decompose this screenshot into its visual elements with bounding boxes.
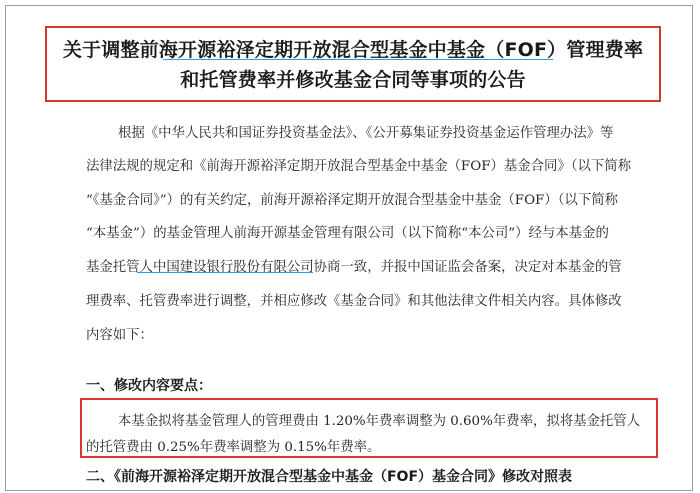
announcement-title-line-1: 关于调整前海开源裕泽定期开放混合型基金中基金（FOF）管理费率 (62, 39, 644, 61)
section-2-heading: 二、《前海开源裕泽定期开放混合型基金中基金（FOF）基金合同》修改对照表 (86, 469, 573, 485)
body-paragraph-line: 理费率、托管费率进行调整，并相应修改《基金合同》和其他法律文件相关内容。具体修改 (86, 294, 622, 309)
section-1-heading: 一、修改内容要点： (86, 378, 212, 394)
body-paragraph-line: 法律法规的规定和《前海开源裕泽定期开放混合型基金中基金（FOF）基金合同》（以下简称 (86, 159, 632, 174)
body-paragraph-line: 基金托管人中国建设银行股份有限公司协商一致，并报中国证监会备案，决定对本基金的管 (86, 260, 622, 275)
body-paragraph-line: “《基金合同》”）的有关约定，前海开源裕泽定期开放混合型基金中基金（FOF）（以下简称 (86, 193, 618, 208)
announcement-title-line-2: 和托管费率并修改基金合同等事项的公告 (180, 69, 526, 91)
fee-change-text-line-2: 的托管费由 0.25%年费率调整为 0.15%年费率。 (86, 440, 381, 455)
title-link-underline (163, 59, 553, 60)
body-paragraph-line: “本基金”）的基金管理人前海开源基金管理有限公司（以下简称“本公司”）经与本基金的 (86, 226, 609, 241)
body-paragraph-line: 根据《中华人民共和国证券投资基金法》、《公开募集证券投资基金运作管理办法》等 (118, 126, 614, 141)
fee-change-text-line-1: 本基金拟将基金管理人的管理费由 1.20%年费率调整为 0.60%年费率，拟将基金托管人 (118, 414, 641, 429)
body-paragraph-line: 内容如下： (86, 328, 153, 343)
